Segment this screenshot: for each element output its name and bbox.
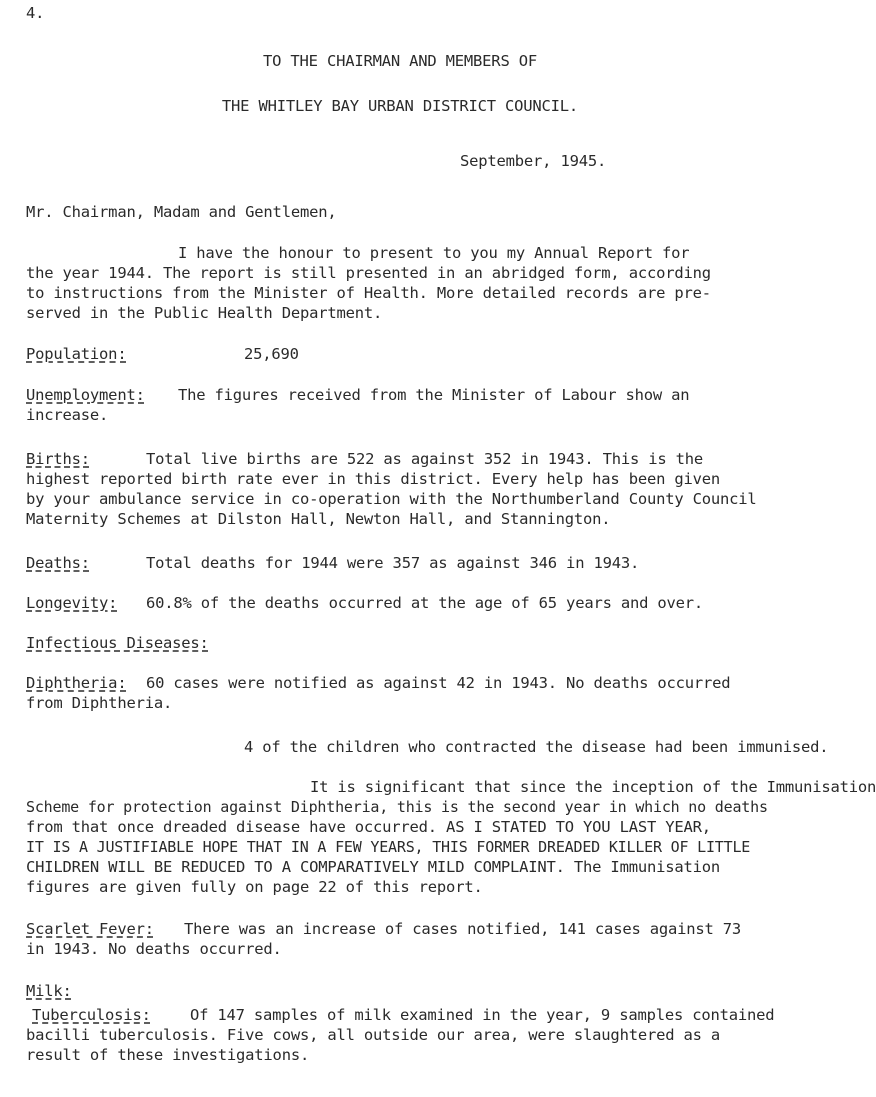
- scarlet-fever-label: Scarlet Fever:: [26, 920, 154, 938]
- diphtheria-line-1: 60 cases were notified as against 42 in 1943. No deaths occurred: [146, 674, 731, 692]
- diphtheria-para3-line-5: CHILDREN WILL BE REDUCED TO A COMPARATIVELY MILD COMPLAINT. The Immunisation: [26, 858, 721, 876]
- unemployment-label: Unemployment:: [26, 386, 145, 404]
- births-line-2: highest reported birth rate ever in this district. Every help has been given: [26, 470, 721, 488]
- births-line-1: Total live births are 522 as against 352 in 1943. This is the: [146, 450, 704, 468]
- intro-line-4: served in the Public Health Department.: [26, 304, 383, 322]
- deaths-label: Deaths:: [26, 554, 90, 572]
- tuberculosis-line-3: result of these investigations.: [26, 1046, 310, 1064]
- tuberculosis-line-1: Of 147 samples of milk examined in the year, 9 samples contained: [190, 1006, 775, 1024]
- scarlet-fever-line-2: in 1943. No deaths occurred.: [26, 940, 282, 958]
- intro-line-2: the year 1944. The report is still presented in an abridged form, according: [26, 264, 711, 282]
- intro-line-1: I have the honour to present to you my Annual Report for: [178, 244, 690, 262]
- longevity-text: 60.8% of the deaths occurred at the age of 65 years and over.: [146, 594, 704, 612]
- diphtheria-para3-line-2: Scheme for protection against Diphtheria, this is the second year in which no deaths: [26, 798, 768, 816]
- diphtheria-para3-line-3: from that once dreaded disease have occurred. AS I STATED TO YOU LAST YEAR,: [26, 818, 711, 836]
- unemployment-line-1: The figures received from the Minister of Labour show an: [178, 386, 690, 404]
- tuberculosis-label: Tuberculosis:: [32, 1006, 151, 1024]
- unemployment-line-2: increase.: [26, 406, 109, 424]
- tuberculosis-line-2: bacilli tuberculosis. Five cows, all outside our area, were slaughtered as a: [26, 1026, 721, 1044]
- diphtheria-immunised-note: 4 of the children who contracted the disease had been immunised.: [244, 738, 829, 756]
- diphtheria-line-2: from Diphtheria.: [26, 694, 173, 712]
- longevity-label: Longevity:: [26, 594, 118, 612]
- births-line-3: by your ambulance service in co-operation with the Northumberland County Council: [26, 490, 757, 508]
- milk-label: Milk:: [26, 982, 72, 1000]
- diphtheria-para3-line-4: IT IS A JUSTIFIABLE HOPE THAT IN A FEW YEARS, THIS FORMER DREADED KILLER OF LITTLE: [26, 838, 751, 856]
- infectious-diseases-label: Infectious Diseases:: [26, 634, 209, 652]
- intro-line-3: to instructions from the Minister of Health. More detailed records are pre-: [26, 284, 711, 302]
- salutation: Mr. Chairman, Madam and Gentlemen,: [26, 203, 337, 221]
- diphtheria-label: Diphtheria:: [26, 674, 127, 692]
- heading-line-1: TO THE CHAIRMAN AND MEMBERS OF: [263, 52, 537, 70]
- deaths-text: Total deaths for 1944 were 357 as against 346 in 1943.: [146, 554, 640, 572]
- scarlet-fever-line-1: There was an increase of cases notified, 141 cases against 73: [184, 920, 742, 938]
- population-value: 25,690: [244, 345, 299, 363]
- population-label: Population:: [26, 345, 127, 363]
- heading-line-2: THE WHITLEY BAY URBAN DISTRICT COUNCIL.: [221, 97, 579, 115]
- diphtheria-para3-line-1: It is significant that since the inception of the Immunisation: [310, 778, 876, 796]
- births-line-4: Maternity Schemes at Dilston Hall, Newton Hall, and Stannington.: [26, 510, 611, 528]
- page-number: 4.: [26, 4, 45, 22]
- births-label: Births:: [26, 450, 90, 468]
- report-date: September, 1945.: [460, 152, 607, 170]
- diphtheria-para3-line-6: figures are given fully on page 22 of this report.: [26, 878, 483, 896]
